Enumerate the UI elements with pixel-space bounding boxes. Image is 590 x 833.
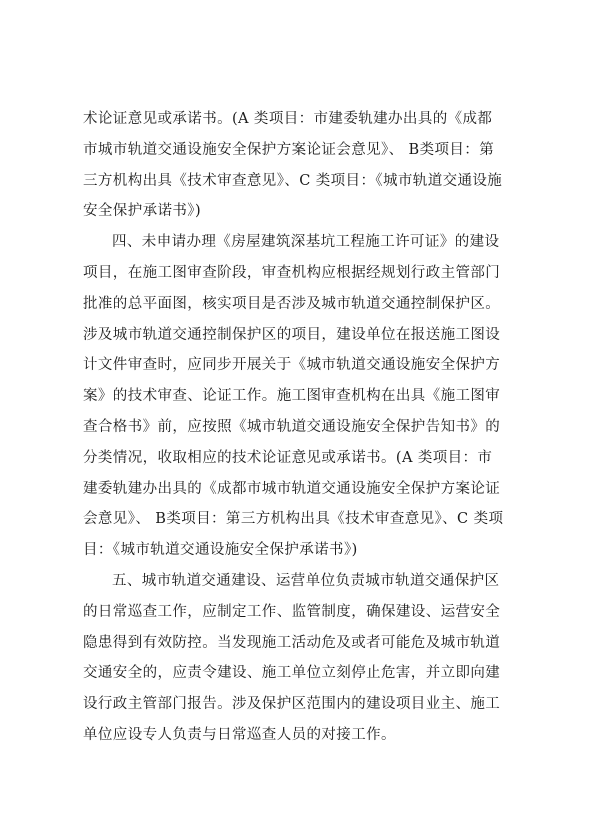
text-line: 安全保护承诺书》) [83, 203, 202, 220]
text-line: 建委轨建办出具的《成都市城市轨道交通设施安全保护方案论证 [83, 480, 501, 497]
text-line: 设行政主管部门报告。涉及保护区范围内的建设项目业主、施工 [83, 696, 501, 713]
text-line: 计文件审查时，应同步开展关于《城市轨道交通设施安全保护方 [83, 357, 501, 374]
text-line: 会意见》、 B类项目：第三方机构出具《技术审查意见》、C 类项 [83, 511, 504, 528]
text-line: 分类情况，收取相应的技术论证意见或承诺书。(A 类项目：市 [83, 449, 493, 466]
text-line: 术论证意见或承诺书。(A 类项目：市建委轨建办出具的《成都 [83, 111, 493, 127]
text-line: 单位应设专人负责与日常巡查人员的对接工作。 [83, 726, 396, 743]
text-line: 三方机构出具《技术审查意见》、C 类项目：《城市轨道交通设施 [83, 172, 503, 189]
text-line: 查合格书》前，应按照《城市轨道交通设施安全保护告知书》的 [83, 418, 501, 435]
document-body [83, 104, 513, 751]
text-line: 交通安全的，应责令建设、施工单位立刻停止危害，并立即向建 [83, 665, 501, 682]
text-line: 批准的总平面图，核实项目是否涉及城市轨道交通控制保护区。 [83, 295, 501, 312]
text-line: 案》的技术审查、论证工作。施工图审查机构在出具《施工图审 [83, 388, 501, 405]
text-line: 涉及城市轨道交通控制保护区的项目，建设单位在报送施工图设 [83, 326, 501, 343]
text-line: 项目，在施工图审查阶段，审查机构应根据经规划行政主管部门 [83, 264, 501, 281]
text-line: 市城市轨道交通设施安全保护方案论证会意见》、 B类项目：第 [83, 141, 495, 158]
text-line: 隐患得到有效防控。当发现施工活动危及或者可能危及城市轨道 [83, 634, 501, 651]
paragraph-4-first-line: 四、未申请办理《房屋建筑深基坑工程施工许可证》的建设 [112, 234, 500, 251]
text-line: 目：《城市轨道交通设施安全保护承诺书》) [83, 542, 358, 559]
paragraph-5-first-line: 五、城市轨道交通建设、运营单位负责城市轨道交通保护区 [112, 572, 500, 589]
text-line: 的日常巡查工作，应制定工作、监管制度，确保建设、运营安全 [83, 603, 501, 620]
